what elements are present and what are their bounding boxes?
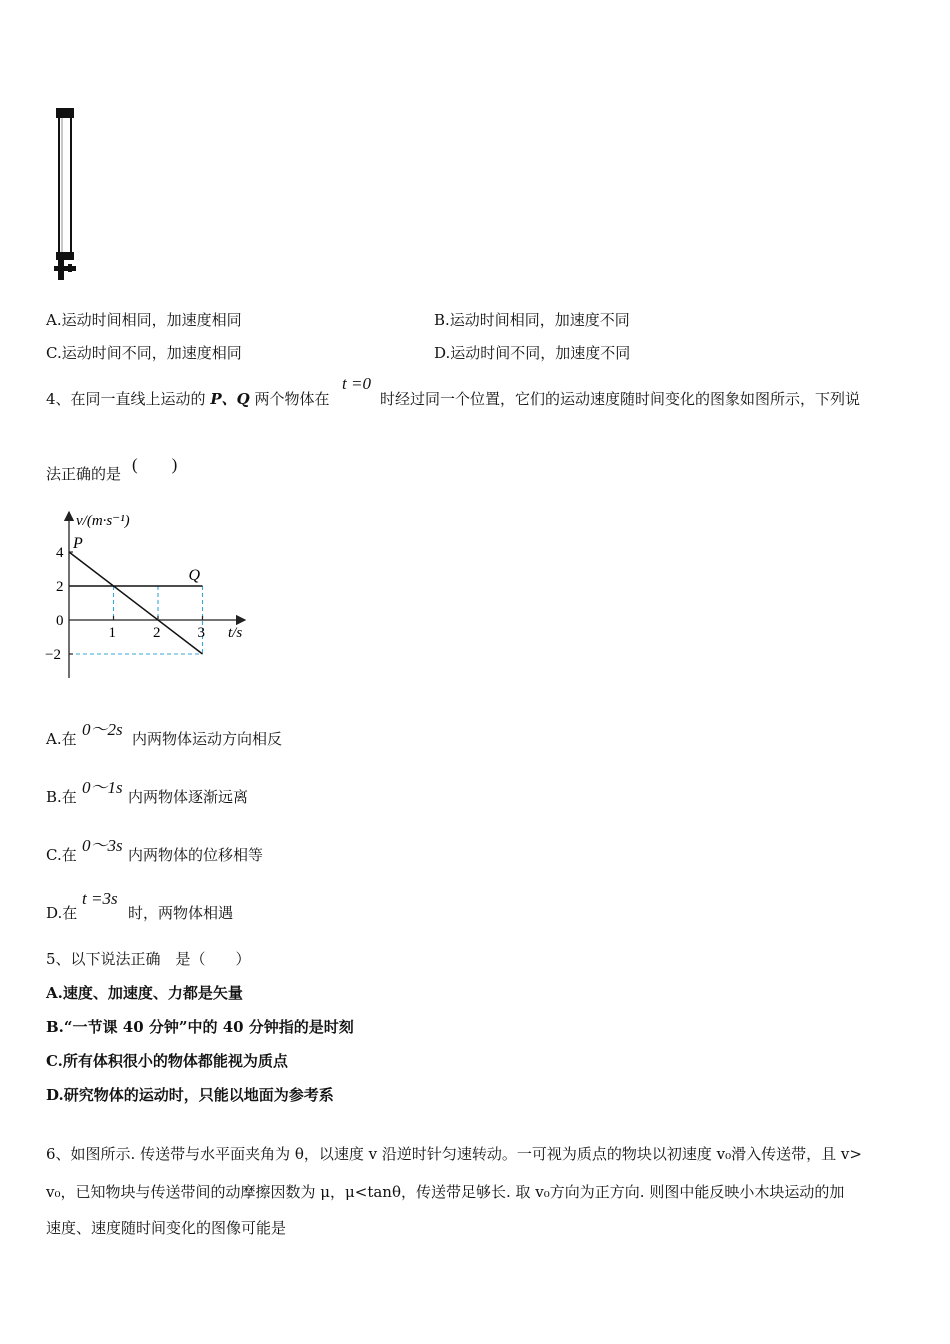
q4-answer-bracket: ( )	[132, 455, 178, 474]
series-p-line	[69, 552, 203, 654]
tube-figure	[50, 104, 82, 286]
q5-option-b: B.“一节课 40 分钟”中的 40 分钟指的是时刻	[46, 1018, 354, 1036]
y-tick-label-neg2: −2	[45, 647, 61, 663]
q5-option-a: A.速度、加速度、力都是矢量	[46, 984, 243, 1002]
q4-t0: t =0	[342, 374, 371, 393]
q4-option-c-math: 0～3s	[82, 836, 123, 855]
q4-mid: 两个物体在	[249, 390, 330, 408]
x-tick-label-2: 2	[153, 625, 161, 641]
q4-option-d-math: t =3s	[82, 889, 118, 908]
q4-option-d-pre: D.在	[46, 904, 78, 922]
q5-option-d: D.研究物体的运动时，只能以地面为参考系	[46, 1086, 334, 1104]
q4-option-c-post: 内两物体的位移相等	[128, 846, 264, 864]
q3-option-a: A.运动时间相同，加速度相同	[46, 311, 242, 329]
series-q-label: Q	[188, 567, 201, 584]
q4-suffix: 时经过同一个位置，它们的运动速度随时间变化的图象如图所示，下列说	[380, 390, 861, 408]
q4-option-a-post: 内两物体运动方向相反	[132, 730, 283, 748]
q3-option-b: B.运动时间相同，加速度不同	[434, 311, 630, 329]
q4-question-line1	[46, 389, 329, 409]
q6-question-line3: 速度、速度随时间变化的图像可能是	[46, 1219, 287, 1237]
y-tick-label-0: 0	[56, 613, 64, 629]
q3-option-d: D.运动时间不同，加速度不同	[434, 344, 631, 362]
vt-chart	[40, 500, 260, 685]
x-tick-label-1: 1	[108, 625, 116, 641]
q3-option-c: C.运动时间不同，加速度相同	[46, 344, 242, 362]
x-axis-label: t/s	[228, 625, 243, 641]
q5-option-c: C.所有体积很小的物体都能视为质点	[46, 1052, 288, 1070]
q6-question-line2: v₀，已知物块与传送带间的动摩擦因数为 μ，μ<tanθ，传送带足够长. 取 v₀方向为正方向. 则图中能反映小木块运动的加	[46, 1183, 845, 1201]
q4-option-b-post: 内两物体逐渐远离	[128, 788, 249, 806]
q6-question-line1: 6、如图所示. 传送带与水平面夹角为 θ，以速度 v 沿逆时针匀速转动。一可视为质点的物块以初速度 v₀滑入传送带，且 v>	[46, 1145, 862, 1163]
q4-question-line2: 法正确的是	[46, 465, 122, 483]
y-tick-label-2: 2	[56, 579, 64, 595]
y-tick-label-4: 4	[56, 545, 64, 561]
q4-object-names: P、Q	[210, 390, 250, 408]
q4-option-a-pre: A.在	[46, 730, 77, 748]
q4-option-c-pre: C.在	[46, 846, 77, 864]
series-p-label: P	[73, 535, 83, 552]
x-tick-label-3: 3	[197, 625, 205, 641]
q4-option-b-pre: B.在	[46, 788, 77, 806]
y-axis-label: v/(m·s⁻¹)	[76, 513, 130, 529]
q4-prefix: 4、在同一直线上运动的	[46, 390, 211, 408]
q5-question: 5、以下说法正确 是（ ）	[46, 950, 251, 968]
q4-option-a-math: 0～2s	[82, 720, 123, 739]
q4-option-d-post: 时，两物体相遇	[128, 904, 234, 922]
q4-option-b-math: 0～1s	[82, 778, 123, 797]
